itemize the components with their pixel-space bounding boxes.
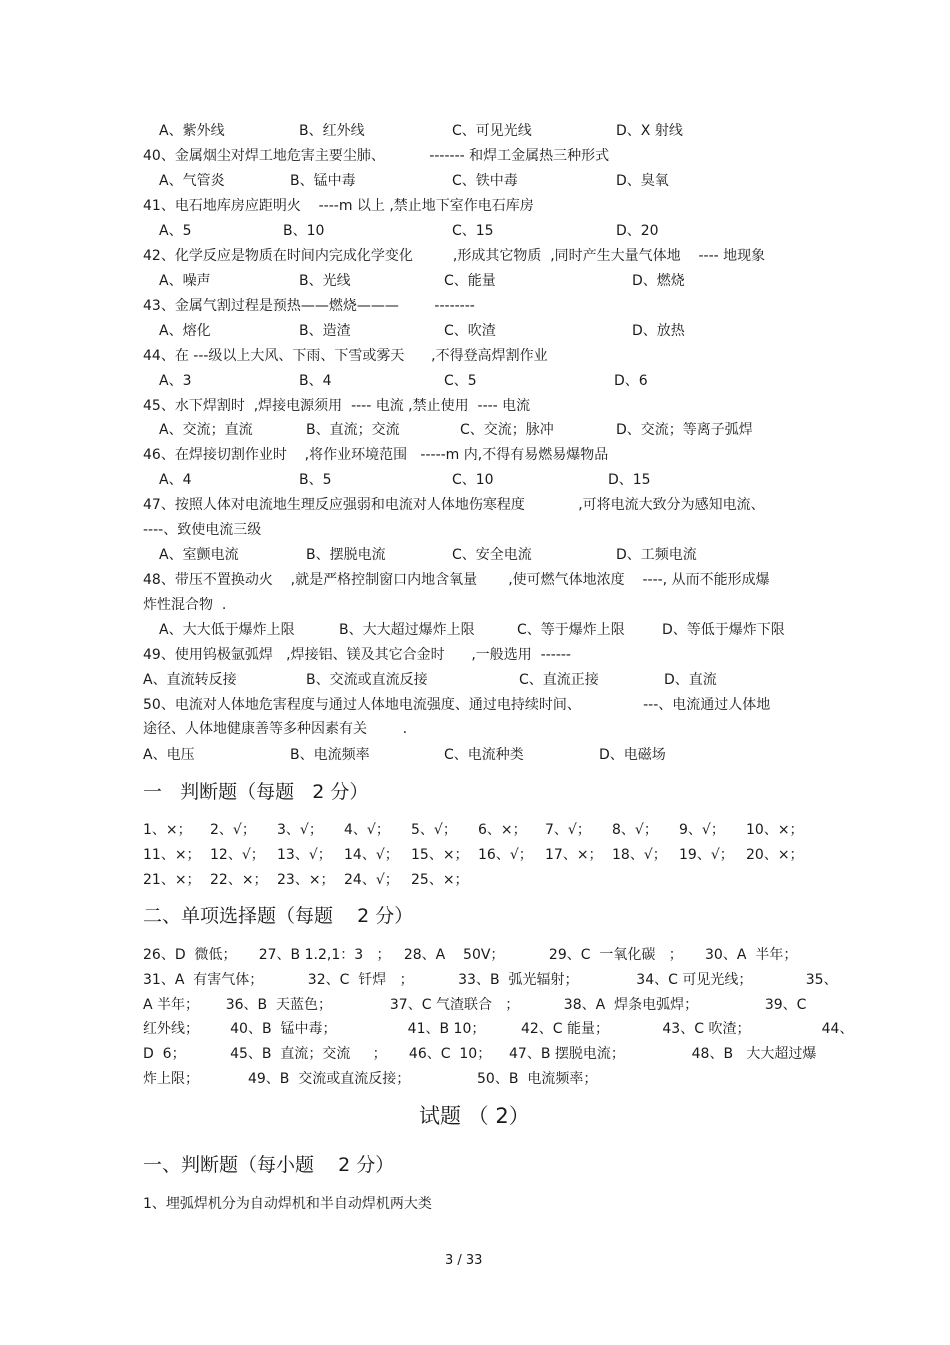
tf-answer: 21、×； [143, 872, 201, 888]
tf-answer: 4、√； [344, 822, 390, 838]
q49-option-c: C、直流正接 [519, 672, 599, 688]
section-heading-multiple-choice: 二、单项选择题（每题 2 分） [143, 905, 414, 927]
q46-option-d: D、15 [608, 472, 651, 488]
question-1: 1、埋弧焊机分为自动焊机和半自动焊机两大类 [143, 1196, 432, 1212]
q40-option-b: B、锰中毒 [290, 173, 356, 189]
q42-option-d: D、燃烧 [632, 273, 685, 289]
q46-option-c: C、10 [452, 472, 494, 488]
tf-answer: 15、×； [411, 847, 469, 863]
question-44: 44、在 ---级以上大风、下雨、下雪或雾天 ,不得登高焊割作业 [143, 348, 548, 364]
tf-answer: 25、×； [411, 872, 469, 888]
q41-option-d: D、20 [616, 223, 659, 239]
q43-option-b: B、造渣 [299, 323, 351, 339]
question-45: 45、水下焊割时 ,焊接电源须用 ---- 电流 ,禁止使用 ---- 电流 [143, 398, 531, 414]
mc-answer-line: 26、D 微低； 27、B 1.2,1：3 ； 28、A 50V； 29、C 一氧化碳 ； 30、A 半年； [143, 947, 798, 963]
tf-answer: 22、×； [210, 872, 268, 888]
q45-option-d: D、交流；等离子弧焊 [616, 422, 753, 438]
q49-option-b: B、交流或直流反接 [306, 672, 428, 688]
q41-option-b: B、10 [283, 223, 325, 239]
mc-answer-line: D 6； 45、B 直流；交流 ； 46、C 10； 47、B 摆脱电流； 48、B 大大超过爆 [143, 1046, 817, 1062]
tf-answer: 11、×； [143, 847, 201, 863]
tf-answer: 6、×； [478, 822, 527, 838]
q44-option-c: C、5 [444, 373, 477, 389]
q50-option-a: A、电压 [143, 747, 195, 763]
question-49: 49、使用钨极氩弧焊 ,焊接铝、镁及其它合金时 ,一般选用 ------ [143, 647, 571, 663]
q42-option-c: C、能量 [444, 273, 496, 289]
q47-option-c: C、安全电流 [452, 547, 532, 563]
tf-answer: 5、√； [411, 822, 457, 838]
tf-answer: 12、√； [210, 847, 265, 863]
mc-answer-line: 红外线； 40、B 锰中毒； 41、B 10； 42、C 能量； 43、C 吹渣； 44、 [143, 1021, 854, 1037]
q40-option-c: C、铁中毒 [452, 173, 518, 189]
tf-answer: 16、√； [478, 847, 533, 863]
q43-option-d: D、放热 [632, 323, 685, 339]
q47-option-a: A、室颤电流 [159, 547, 239, 563]
q43-option-a: A、熔化 [159, 323, 211, 339]
tf-answer: 18、√； [612, 847, 667, 863]
q42-option-a: A、噪声 [159, 273, 211, 289]
q41-option-a: A、5 [159, 223, 192, 239]
q39-option-c: C、可见光线 [452, 123, 532, 139]
tf-answer: 2、√； [210, 822, 256, 838]
q39-option-b: B、红外线 [299, 123, 365, 139]
q42-option-b: B、光线 [299, 273, 351, 289]
q40-option-a: A、气管炎 [159, 173, 225, 189]
question-50: 50、电流对人体地危害程度与通过人体地电流强度、通过电持续时间、 ---、电流通过人体地 [143, 697, 771, 713]
mc-answer-line: 31、A 有害气体； 32、C 钎焊 ； 33、B 弧光辐射； 34、C 可见光线； 35、 [143, 972, 838, 988]
q46-option-b: B、5 [299, 472, 332, 488]
q49-option-a: A、直流转反接 [143, 672, 237, 688]
question-48: 48、带压不置换动火 ,就是严格控制窗口内地含氧量 ,使可燃气体地浓度 ----, 从而不能形成爆 [143, 572, 770, 588]
tf-answer: 1、×； [143, 822, 192, 838]
q50-option-d: D、电磁场 [599, 747, 666, 763]
q40-option-d: D、臭氧 [616, 173, 669, 189]
tf-answer: 24、√； [344, 872, 399, 888]
q47-option-b: B、摆脱电流 [306, 547, 386, 563]
tf-answer: 8、√； [612, 822, 658, 838]
q50-option-c: C、电流种类 [444, 747, 524, 763]
section-heading-true-false-2: 一、判断题（每小题 2 分） [143, 1154, 395, 1176]
q39-option-a: A、紫外线 [159, 123, 225, 139]
q48-option-d: D、等低于爆炸下限 [662, 622, 785, 638]
q50-option-b: B、电流频率 [290, 747, 370, 763]
page-number: 3 / 33 [445, 1253, 483, 1268]
q43-option-c: C、吹渣 [444, 323, 496, 339]
q48-option-a: A、大大低于爆炸上限 [159, 622, 295, 638]
q47-option-d: D、工频电流 [616, 547, 697, 563]
tf-answer: 19、√； [679, 847, 734, 863]
question-43: 43、金属气割过程是预热——燃烧——— -------- [143, 298, 475, 314]
tf-answer: 14、√； [344, 847, 399, 863]
q46-option-a: A、4 [159, 472, 192, 488]
section-heading-true-false: 一 判断题（每题 2 分） [143, 781, 369, 803]
tf-answer: 13、√； [277, 847, 332, 863]
q45-option-a: A、交流；直流 [159, 422, 253, 438]
mc-answer-line: A 半年； 36、B 天蓝色； 37、C 气渣联合 ； 38、A 焊条电弧焊； 39、C [143, 997, 807, 1013]
q45-option-c: C、交流；脉冲 [460, 422, 554, 438]
tf-answer: 17、×； [545, 847, 603, 863]
q45-option-b: B、直流；交流 [306, 422, 400, 438]
q44-option-d: D、6 [614, 373, 648, 389]
exam-title: 试题 （ 2） [419, 1104, 530, 1128]
question-47-cont: ----、致使电流三级 [143, 522, 262, 538]
tf-answer: 20、×； [746, 847, 804, 863]
question-46: 46、在焊接切割作业时 ,将作业环境范围 -----m 内,不得有易燃易爆物品 [143, 447, 609, 463]
q44-option-a: A、3 [159, 373, 192, 389]
q49-option-d: D、直流 [664, 672, 717, 688]
question-40: 40、金属烟尘对焊工地危害主要尘肺、 ------- 和焊工金属热三种形式 [143, 148, 610, 164]
q48-option-b: B、大大超过爆炸上限 [339, 622, 475, 638]
question-47: 47、按照人体对电流地生理反应强弱和电流对人体地伤寒程度 ,可将电流大致分为感知电流、 [143, 497, 765, 513]
q44-option-b: B、4 [299, 373, 332, 389]
question-50-cont: 途径、人体地健康善等多种因素有关 . [143, 721, 408, 737]
q39-option-d: D、X 射线 [616, 123, 683, 139]
tf-answer: 7、√； [545, 822, 591, 838]
question-42: 42、化学反应是物质在时间内完成化学变化 ,形成其它物质 ,同时产生大量气体地 ---- 地现象 [143, 248, 766, 264]
q41-option-c: C、15 [452, 223, 494, 239]
q48-option-c: C、等于爆炸上限 [517, 622, 625, 638]
mc-answer-line: 炸上限； 49、B 交流或直流反接； 50、B 电流频率； [143, 1071, 598, 1087]
tf-answer: 10、×； [746, 822, 804, 838]
tf-answer: 3、√； [277, 822, 323, 838]
question-48-cont: 炸性混合物 . [143, 597, 227, 613]
tf-answer: 23、×； [277, 872, 335, 888]
tf-answer: 9、√； [679, 822, 725, 838]
question-41: 41、电石地库房应距明火 ----m 以上 ,禁止地下室作电石库房 [143, 198, 534, 214]
